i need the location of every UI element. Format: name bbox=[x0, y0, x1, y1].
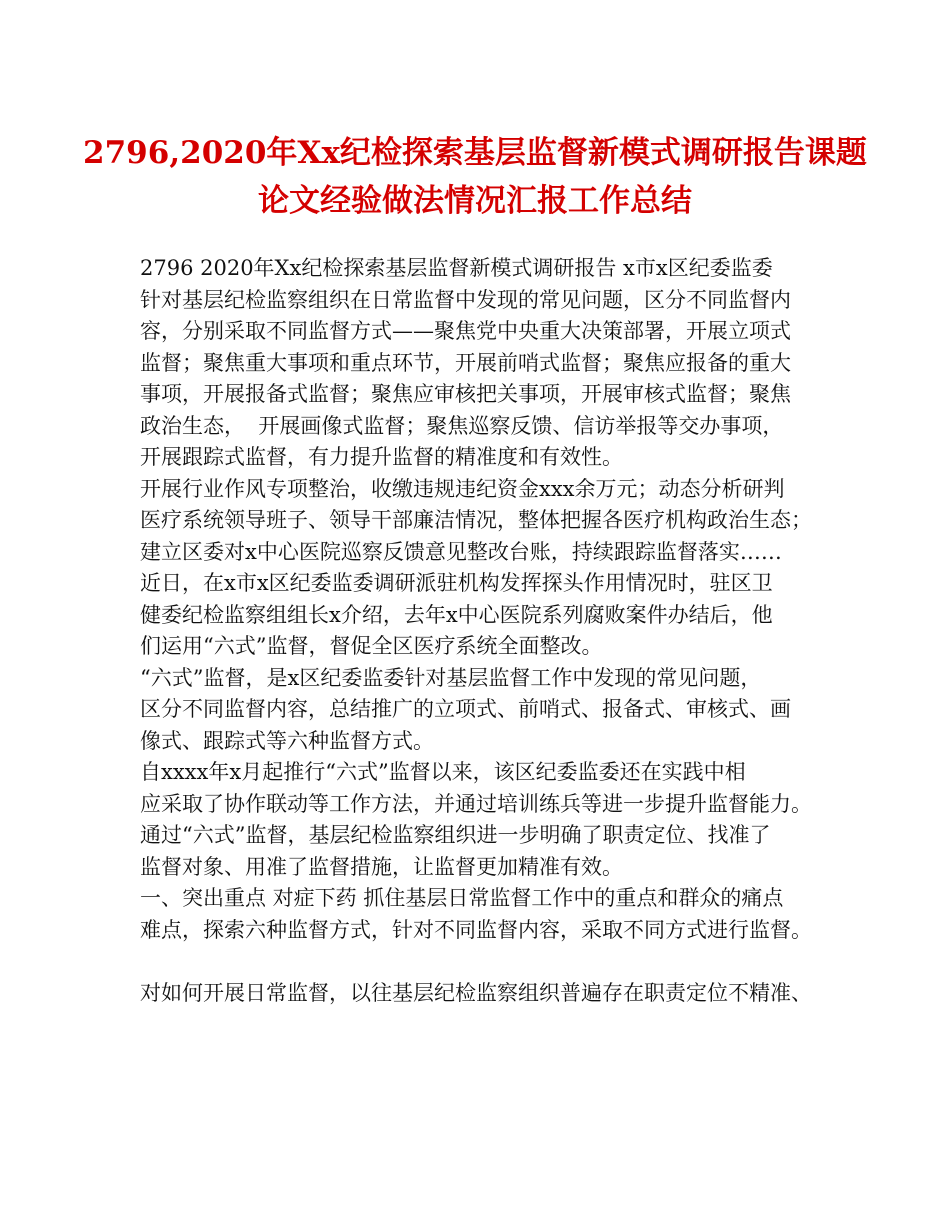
body-line: 难点，探索六种监督方式，针对不同监督内容，采取不同方式进行监督。 bbox=[140, 917, 812, 942]
body-line: 政治生态， 开展画像式监督；聚焦巡察反馈、信访举报等交办事项， bbox=[140, 413, 784, 438]
body-line: 容，分别采取不同监督方式——聚焦党中央重大决策部署，开展立项式 bbox=[140, 319, 791, 343]
document-title-line-2: 论文经验做法情况汇报工作总结 bbox=[258, 183, 692, 219]
body-line: 建立区委对x中心医院巡察反馈意见整改台账，持续跟踪监督落实…… bbox=[140, 539, 782, 564]
body-line: 自xxxx年x月起推行“六式”监督以来，该区纪委监委还在实践中相 bbox=[140, 760, 746, 784]
body-line: 健委纪检监察组组长x介绍，去年x中心医院系列腐败案件办结后，他 bbox=[140, 602, 773, 627]
body-line: 医疗系统领导班子、领导干部廉洁情况，整体把握各医疗机构政治生态； bbox=[140, 508, 812, 532]
body-line: 们运用“六式”监督，督促全区医疗系统全面整改。 bbox=[140, 634, 603, 658]
body-line: “六式”监督，是x区纪委监委针对基层监督工作中发现的常见问题， bbox=[140, 665, 762, 690]
body-line: 事项，开展报备式监督；聚焦应审核把关事项，开展审核式监督；聚焦 bbox=[140, 382, 791, 406]
paragraph-gap bbox=[140, 946, 840, 978]
body-line: 开展行业作风专项整治，收缴违规违纪资金xxx余万元；动态分析研判 bbox=[140, 476, 785, 501]
body-line: 开展跟踪式监督，有力提升监督的精准度和有效性。 bbox=[140, 445, 623, 469]
body-line: 近日，在x市x区纪委监委调研派驻机构发挥探头作用情况时，驻区卫 bbox=[140, 571, 773, 595]
body-line: 对如何开展日常监督，以往基层纪检监察组织普遍存在职责定位不精准、 bbox=[140, 980, 812, 1005]
body-line: 通过“六式”监督，基层纪检监察组织进一步明确了职责定位、找准了 bbox=[140, 823, 771, 847]
body-line: 2796 2020年Xx纪检探索基层监督新模式调研报告 x市x区纪委监委 bbox=[140, 256, 773, 280]
body-line: 针对基层纪检监察组织在日常监督中发现的常见问题，区分不同监督内 bbox=[140, 287, 791, 312]
document-title-line-1: 2796,2020年Xx纪检探索基层监督新模式调研报告课题 bbox=[83, 135, 867, 171]
body-line: 监督对象、用准了监督措施，让监督更加精准有效。 bbox=[140, 854, 623, 879]
body-line: 应采取了协作联动等工作方法，并通过培训练兵等进一步提升监督能力。 bbox=[140, 791, 812, 816]
document-body bbox=[140, 253, 840, 1009]
body-line: 监督；聚焦重大事项和重点环节，开展前哨式监督；聚焦应报备的重大 bbox=[140, 350, 791, 375]
body-line: 一、突出重点 对症下药 抓住基层日常监督工作中的重点和群众的痛点 bbox=[140, 886, 784, 910]
body-line: 像式、跟踪式等六种监督方式。 bbox=[140, 728, 434, 753]
body-line: 区分不同监督内容，总结推广的立项式、前哨式、报备式、审核式、画 bbox=[140, 697, 791, 721]
